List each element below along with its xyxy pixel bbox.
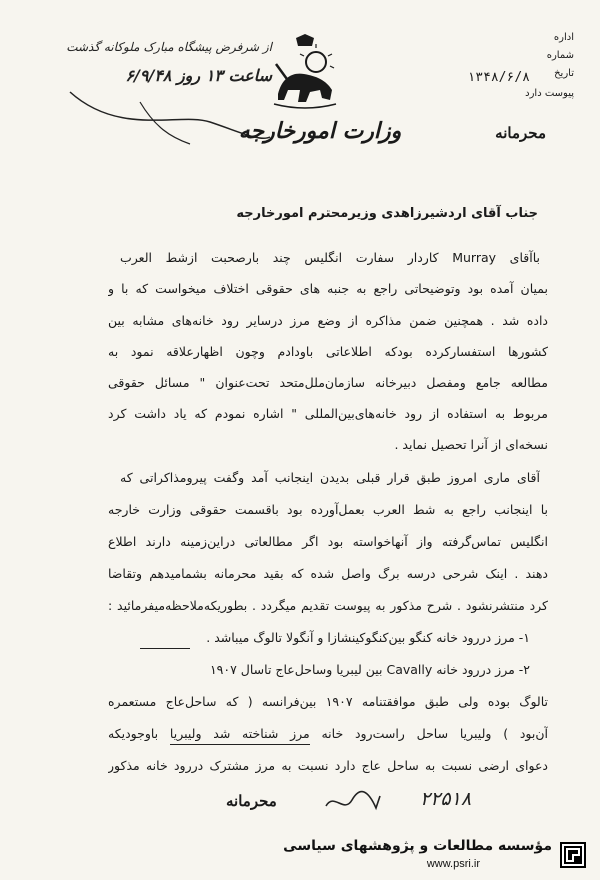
salutation: جناب آقای اردشیرزاهدی وزیرمحترم امورخارجه bbox=[236, 206, 538, 221]
letter-line-15: تالوگ بوده ولی طبق موافقتنامه ۱۹۰۷ بین‌فرانسه ( که ساحل‌عاج مستعمره bbox=[108, 694, 548, 709]
footer-watermark bbox=[0, 830, 600, 880]
letter-line-11: دهند . اینک شرحی درسه برگ واصل شده که بقید محرمانه بشمامیدهم وتقاضا bbox=[108, 566, 548, 581]
letter-line-9: با اینجانب راجع به شط العرب بعمل‌آورده بود باقسمت حقوقی وزارت خارجه bbox=[108, 502, 548, 517]
letter-line-14: ۲- مرز دررود خانه Cavally بین لیبریا وساحل‌عاج تاسال ۱۹۰۷ bbox=[209, 662, 530, 677]
date-label: تاریخ bbox=[554, 68, 574, 79]
letter-line-10: انگلیس تماس‌گرفته واز آنها‌خواسته بود اگر مطالعاتی دراین‌زمینه دارند اطلاع bbox=[108, 534, 548, 549]
letter-line-8: آقای ماری امروز طبق قرار قبلی بدیدن اینجانب آمد وگفت پیرومذاکراتی که bbox=[120, 470, 540, 485]
letter-line-17: دعوای ارضی نسبت به ساحل عاج دارد نسبت به مرز مشترک دررود خانه مذکور bbox=[108, 758, 548, 773]
handwritten-signature bbox=[320, 786, 390, 820]
letter-line-1: باآقای Murray کاردار سفارت انگلیس چند بارصحبت ازشط العرب bbox=[120, 250, 540, 265]
letter-line-16: آن‌بود ) ولیبریا ساحل راست‌رود خانه مرز شناخته شد ولیبریا باوجودیکه bbox=[108, 726, 548, 741]
underline-mark-1 bbox=[140, 648, 190, 649]
letter-line-13: ۱- مرز دررود خانه کنگو بین‌کنگوکینشازا و آنگولا تالوگ میباشد . bbox=[206, 630, 530, 645]
letter-line-5: مطالعه جامع ومفصل دبیرخانه سازمان‌ملل‌متحد تحت‌عنوان " مسائل حقوقی bbox=[108, 375, 548, 390]
handwritten-note-line1: از شرفرض پیشگاه مبارک ملوکانه گذشت bbox=[66, 40, 272, 54]
letter-line-12: کرد منتشرنشود . شرح مذکور به پیوست تقدیم میگردد . بطوریکه‌ملاحظه‌میفرمائید : bbox=[108, 598, 548, 613]
institute-logo-icon bbox=[560, 842, 586, 868]
office-label: اداره bbox=[553, 32, 574, 43]
classification-top: محرمانه bbox=[495, 124, 546, 142]
institute-name: مؤسسه مطالعات و پژوهشهای سیاسی bbox=[283, 838, 552, 854]
lion-and-sun-emblem bbox=[270, 34, 340, 112]
letter-line-3: داده شد . همچنین ضمن مذاکره از وضع مرز درسایر رود خانه‌های مشابه بین bbox=[108, 313, 548, 328]
classification-bottom: محرمانه bbox=[226, 792, 277, 810]
date-value: ۱۳۴۸/۶/۸ bbox=[467, 70, 530, 85]
letter-line-2: بمیان آمده بود وتوضیحاتی راجع به جنبه های حقوقی اختلاف میخواست که با و bbox=[108, 281, 548, 296]
handwritten-note-line2: ساعت ۱۳ روز ۶/۹/۴۸ bbox=[125, 66, 272, 85]
letter-line-6: مربوط به استفاده از رود خانه‌های‌بین‌المللی " اشاره نمودم که یاد داشت کرد bbox=[108, 406, 548, 421]
underline-mark-2 bbox=[170, 744, 310, 745]
letter-line-4: کشورها استفسارکرده بودکه اطلاعاتی باودادم وچون اظهارعلاقه نمود به bbox=[108, 344, 548, 359]
ministry-title: وزارت امورخارجه bbox=[238, 118, 402, 144]
letter-line-7: نسخه‌ای از آنرا تحصیل نماید . bbox=[394, 437, 548, 452]
attachment-label: پیوست دارد bbox=[525, 88, 574, 99]
number-label: شماره bbox=[546, 50, 574, 61]
handwritten-number: ۲۲۵۱۸ bbox=[420, 788, 472, 810]
institute-url: www.psri.ir bbox=[426, 858, 480, 870]
